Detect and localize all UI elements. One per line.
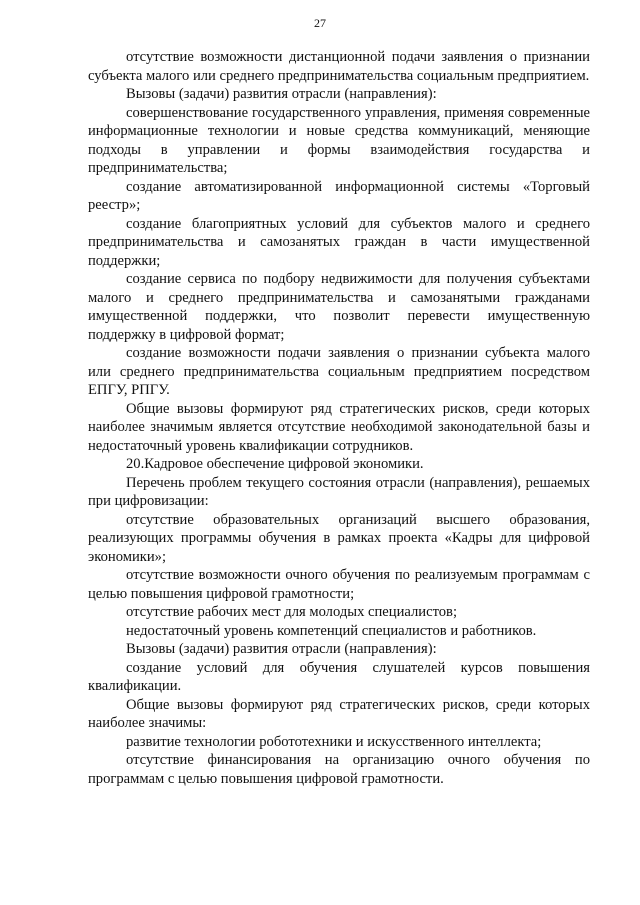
document-body: [88, 48, 590, 788]
paragraph: отсутствие возможности очного обучения по реализуемым программам с целью повышения цифровой грамотности;: [88, 567, 590, 602]
paragraph: создание сервиса по подбору недвижимости для получения субъектами малого и среднего предпринимательства и самозанятыми гражданами имущественной поддержки, что позволит перевести имущественную поддержку в цифровой формат;: [88, 271, 590, 343]
paragraph: отсутствие образовательных организаций высшего образования, реализующих программы обучения в рамках проекта «Кадры для цифровой экономики»;: [88, 511, 590, 565]
paragraph: Общие вызовы формируют ряд стратегических рисков, среди которых наиболее значимы:: [88, 696, 590, 731]
paragraph: отсутствие финансирования на организацию очного обучения по программам с целью повышения цифровой грамотности.: [88, 752, 590, 787]
section-heading: 20.Кадровое обеспечение цифровой экономики.: [126, 456, 424, 472]
paragraph: создание автоматизированной информационной системы «Торговый реестр»;: [88, 178, 590, 213]
paragraph: Вызовы (задачи) развития отрасли (направления):: [126, 86, 437, 102]
paragraph: развитие технологии робототехники и искусственного интеллекта;: [126, 733, 542, 750]
paragraph: недостаточный уровень компетенций специалистов и работников.: [126, 622, 537, 639]
paragraph: отсутствие возможности дистанционной подачи заявления о признании субъекта малого или среднего предпринимательства социальным предприятием.: [88, 49, 590, 84]
paragraph: Перечень проблем текущего состояния отрасли (направления), решаемых при цифровизации:: [88, 474, 590, 509]
page-number: 27: [314, 16, 326, 30]
paragraph: Вызовы (задачи) развития отрасли (направления):: [126, 641, 437, 657]
paragraph: создание благоприятных условий для субъектов малого и среднего предпринимательства и самозанятых граждан в части имущественной поддержки;: [88, 215, 590, 269]
paragraph: создание условий для обучения слушателей курсов повышения квалификации.: [88, 659, 590, 694]
paragraph: отсутствие рабочих мест для молодых специалистов;: [126, 604, 458, 620]
paragraph: создание возможности подачи заявления о признании субъекта малого или среднего предпринимательства социальным предприятием посредством ЕПГУ, РПГУ.: [88, 345, 590, 398]
paragraph: Общие вызовы формируют ряд стратегических рисков, среди которых наиболее значимым является отсутствие необходимой законодательной базы и недостаточный уровень квалификации сотрудников.: [88, 400, 590, 454]
paragraph: совершенствование государственного управления, применяя современные информационные технологии и новые средства коммуникаций, меняющие подходы в управлении и формы взаимодействия государства и предпринимательства;: [88, 104, 590, 176]
